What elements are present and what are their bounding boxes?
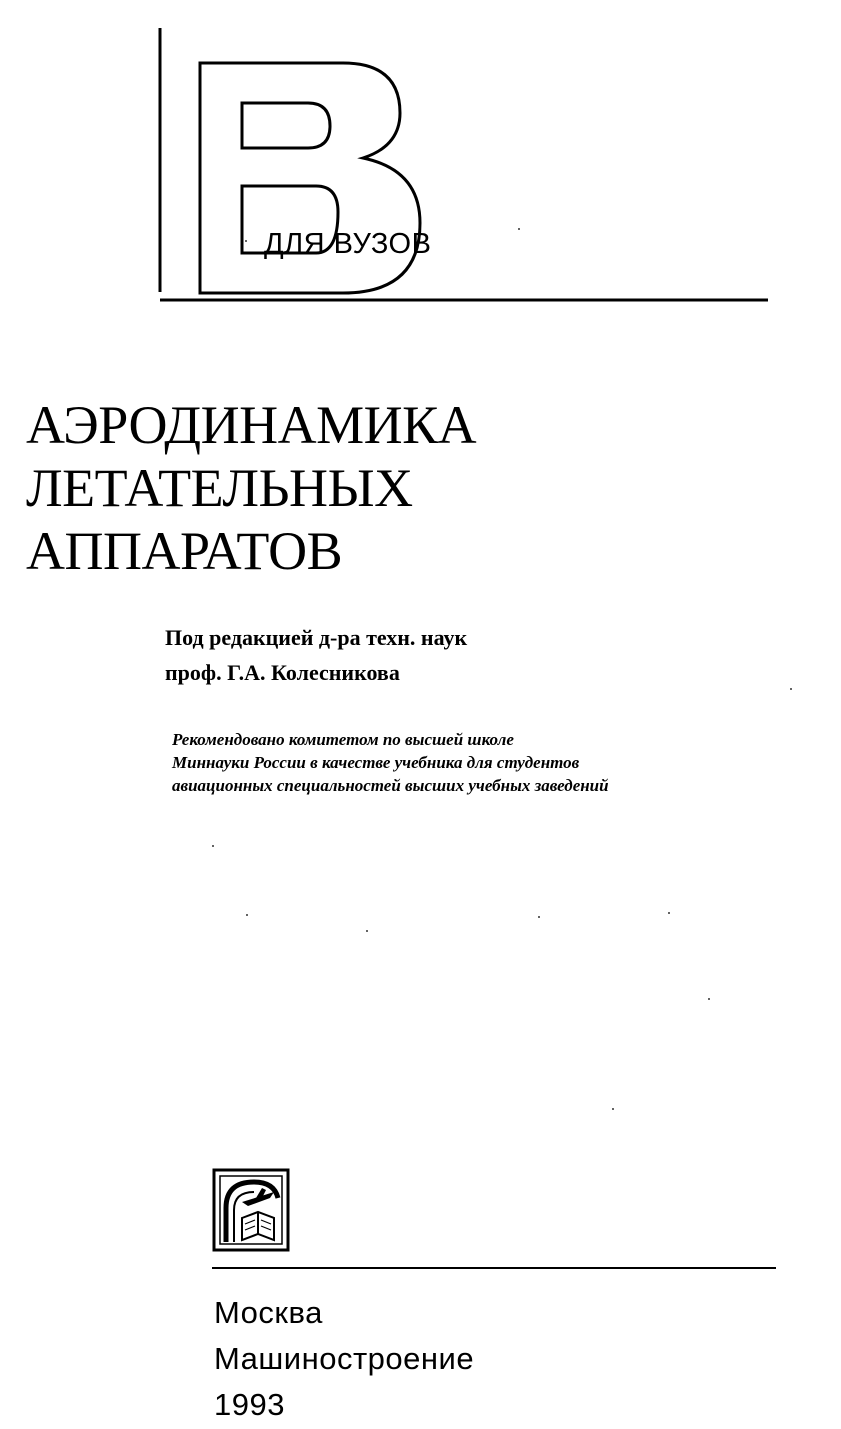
imprint-city: Москва — [214, 1295, 323, 1330]
scan-speck — [246, 914, 248, 916]
imprint — [214, 1290, 614, 1428]
editor-line: Под редакцией д-ра техн. наук — [165, 625, 468, 650]
recommendation-line: Рекомендовано комитетом по высшей школе — [172, 730, 514, 749]
scan-speck — [538, 916, 540, 918]
scan-speck — [790, 688, 792, 690]
recommendation-line: Миннауки России в качестве учебника для студентов — [172, 753, 580, 772]
editor-line: проф. Г.А. Колесникова — [165, 660, 400, 685]
scan-speck — [612, 1108, 614, 1110]
scan-speck — [245, 240, 247, 242]
scan-speck — [518, 228, 520, 230]
title-line: АППАРАТОВ — [26, 521, 343, 581]
imprint-publisher: Машиностроение — [214, 1341, 475, 1376]
recommendation-line: авиационных специальностей высших учебных заведений — [172, 776, 609, 795]
series-letter-icon — [158, 28, 770, 304]
title-line: ЛЕТАТЕЛЬНЫХ — [26, 458, 413, 518]
title-line: АЭРОДИНАМИКА — [26, 395, 477, 455]
publisher-divider — [212, 1267, 776, 1269]
scan-speck — [366, 930, 368, 932]
publisher-logo-icon — [212, 1168, 290, 1252]
scan-speck — [708, 998, 710, 1000]
recommendation-note — [172, 728, 812, 797]
book-title — [26, 394, 626, 583]
editor-credit — [165, 620, 725, 690]
scan-speck — [212, 845, 214, 847]
series-emblem — [158, 28, 770, 304]
imprint-year: 1993 — [214, 1387, 285, 1422]
scan-speck — [668, 912, 670, 914]
series-label: ДЛЯ ВУЗОВ — [264, 228, 432, 260]
